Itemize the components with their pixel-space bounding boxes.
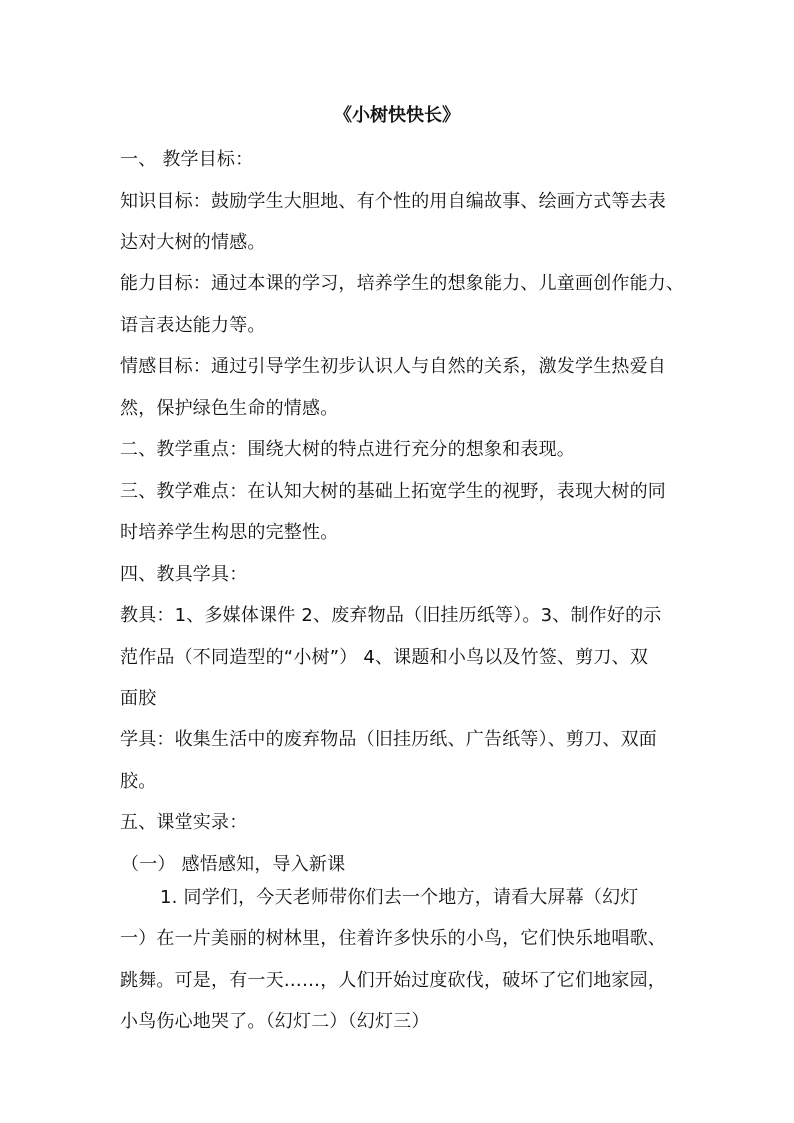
section-heading-difficulties: 三、教学难点：在认知大树的基础上拓宽学生的视野，表现大树的同 bbox=[120, 481, 666, 502]
paragraph-line: 然，保护绿色生命的情感。 bbox=[120, 398, 339, 419]
section-heading-class-record: 五、课堂实录： bbox=[120, 812, 248, 833]
document-title: 《小树快快长》 bbox=[334, 105, 460, 126]
paragraph-line: 学具：收集生活中的废弃物品（旧挂历纸、广告纸等）、剪刀、双面 bbox=[120, 729, 657, 750]
paragraph-line: 知识目标：鼓励学生大胆地、有个性的用自编故事、绘画方式等去表 bbox=[120, 191, 666, 212]
paragraph-line: 时培养学生构思的完整性。 bbox=[120, 522, 339, 543]
paragraph-line: 达对大树的情感。 bbox=[120, 232, 266, 253]
paragraph-line: 范作品（不同造型的“小树”） 4、课题和小鸟以及竹签、剪刀、双 bbox=[120, 647, 649, 668]
paragraph-line: 胶。 bbox=[120, 771, 157, 792]
paragraph-line: 能力目标：通过本课的学习，培养学生的想象能力、儿童画创作能力、 bbox=[120, 273, 685, 294]
section-heading-objectives: 一、 教学目标： bbox=[120, 149, 254, 170]
section-heading-key-points: 二、教学重点：围绕大树的特点进行充分的想象和表现。 bbox=[120, 439, 575, 460]
section-heading-materials: 四、教具学具： bbox=[120, 564, 248, 585]
paragraph-line: 小鸟伤心地哭了。（幻灯二）（幻灯三） bbox=[120, 1011, 430, 1032]
subsection-heading: （一） 感悟感知，导入新课 bbox=[121, 854, 346, 875]
paragraph-line: 情感目标：通过引导学生初步认识人与自然的关系，激发学生热爱自 bbox=[120, 356, 666, 377]
numbered-paragraph-line: 1. 同学们，今天老师带你们去一个地方，请看大屏幕（幻灯 bbox=[160, 887, 639, 908]
paragraph-line: 跳舞。可是，有一天……，人们开始过度砍伐，破坏了它们地家园， bbox=[120, 970, 666, 991]
paragraph-line: 教具：1、多媒体课件 2、废弃物品（旧挂历纸等）。3、制作好的示 bbox=[120, 605, 662, 626]
paragraph-line: 语言表达能力等。 bbox=[120, 315, 266, 336]
paragraph-line: 一）在一片美丽的树林里，住着许多快乐的小鸟，它们快乐地唱歌、 bbox=[120, 928, 666, 949]
paragraph-line: 面胶 bbox=[120, 688, 157, 709]
